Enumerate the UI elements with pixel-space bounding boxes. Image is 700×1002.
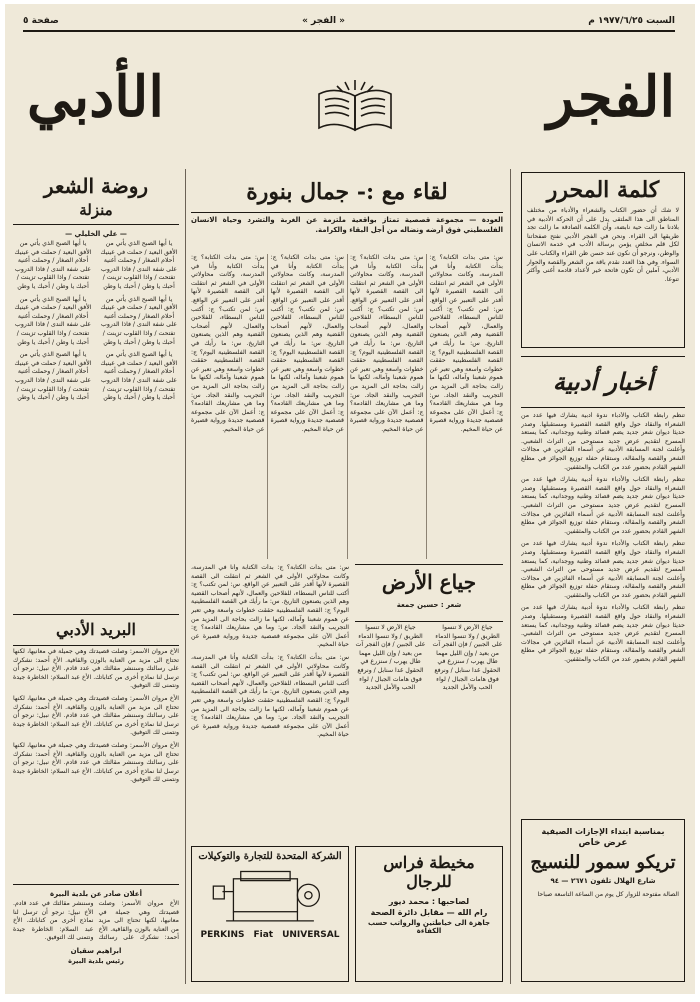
page-header (23, 14, 675, 28)
brand-fiat: Fiat (253, 930, 274, 940)
poetry-garden-poem: يا أيها الصبح الذي يأتي من الأفق البعيد / حملت في عينيك أحلام الصغار / وحملت أغنية على شفة الندى / فاذا الدروب تفتحت / واذا القلوب تزينت / أحبك يا وطن / أحبك يا وطن (100, 351, 178, 402)
interview-body-text: س: متى بدأت الكتابة؟ ج: بدأت الكتابة وأنا في المدرسة، وكانت محاولاتي الأولى في الشعر ثم انتقلت الى القصة القصيرة لأنها أقدر على التعبير عن الواقع. س: لمن تكتب؟ ج: أكتب للناس البسطاء، للفلاحين والعمال، لأنهم أصحاب القضية وهم الذين يصنعون التاريخ. س: ما رأيك في القصة الفلسطينية اليوم؟ ج: القصة الفلسطينية حققت خطوات واسعة وهي تعبر عن هموم شعبنا وآماله، لكنها ما زالت بحاجة الى المزيد من التجريب والنقد الجاد. س: وما هي مشاريعك القادمة؟ ج: أعمل الآن على مجموعة قصصية جديدة ورواية قصيرة عن حياة المخيم. (191, 564, 349, 649)
announcement-role: رئيس بلدية البيرة (68, 956, 124, 965)
hunger-poem (355, 624, 503, 839)
interview-intro-text: العودة — مجموعة قصصية تمتاز بواقعية ملتزمة عن الغربة والتشرد وحياة الانسان الفلسطيني فوق أرضه ونضاله من أجل البقاء والكرامة. (191, 216, 503, 234)
tailoring-ad-heading: مخيطة فراس للرجال (383, 853, 475, 891)
masthead-word-adabi: الأدبي (27, 64, 164, 130)
literary-mail-body: الأخ مروان الأسمر: وصلت قصيدتك وهي جميلة في معانيها، لكنها تحتاج الى مزيد من العناية بالوزن والقافية. الأخ أحمد: نشكرك على رسالتك وسننشر مقالتك في عدد قادم. الأخ نبيل: نرجو أن ترسل لنا نماذج أخرى من كتاباتك. الأخ عبد السلام: الخاطرة جيدة ونتمنى لك التوفيق. (13, 900, 179, 942)
united-company-ad-heading: الشركة المتحدة للتجارة والتوكيلات (198, 851, 342, 862)
poetry-garden-poem: يا أيها الصبح الذي يأتي من الأفق البعيد / حملت في عينيك أحلام الصغار / وحملت أغنية على شفة الندى / فاذا الدروب تفتحت / واذا القلوب تزينت / أحبك يا وطن / أحبك يا وطن (100, 295, 178, 346)
literary-news (521, 412, 685, 812)
literary-news-body: تنظم رابطة الكتاب والأدباء ندوة أدبية يشارك فيها عدد من الشعراء والنقاد حول واقع القصة القصيرة ومستقبلها. وصدر حديثا ديوان شعر جديد يضم قصائد وطنية ووجدانية، كما يستعد المسرح لتقديم عرض جديد مستوحى من التراث الشعبي. وأعلنت لجنة المسابقة الأدبية عن أسماء الفائزين في مجالات الشعر والقصة والمقالة، وستقام حفلة توزيع الجوائز في مطلع الشهر القادم بحضور عدد من الكتاب والمثقفين. (521, 476, 685, 535)
poetry-garden-poem: يا أيها الصبح الذي يأتي من الأفق البعيد / حملت في عينيك أحلام الصغار / وحملت أغنية على شفة الندى / فاذا الدروب تفتحت / واذا القلوب تزينت / أحبك يا وطن / أحبك يا وطن (14, 240, 92, 290)
newspaper-page (5, 4, 695, 994)
announcement-signature: ابراهيم سقيان (70, 946, 122, 955)
page-number: صفحة ٥ (23, 16, 59, 26)
literary-news-body: تنظم رابطة الكتاب والأدباء ندوة أدبية يشارك فيها عدد من الشعراء والنقاد حول واقع القصة القصيرة ومستقبلها. وصدر حديثا ديوان شعر جديد يضم قصائد وطنية ووجدانية، كما يستعد المسرح لتقديم عرض جديد مستوحى من التراث الشعبي. وأعلنت لجنة المسابقة الأدبية عن أسماء الفائزين في مجالات الشعر والقصة والمقالة، وستقام حفلة توزيع الجوائز في مطلع الشهر القادم بحضور عدد من الكتاب والمثقفين. (521, 412, 685, 471)
column-rule (510, 169, 511, 984)
literary-news-heading: أخبار أدبية (552, 367, 654, 396)
announcement-title: أعلان صادر عن بلدية البيرة (50, 890, 142, 898)
tailoring-ad-address: رام الله — مقابل دائرة الصحة (370, 908, 488, 917)
literary-news-header (521, 356, 685, 408)
engine-icon (205, 866, 335, 930)
municipality-announcement (13, 884, 179, 986)
interview-header (191, 172, 503, 213)
literary-mail-body: الأخ مروان الأسمر: وصلت قصيدتك وهي جميلة في معانيها، لكنها تحتاج الى مزيد من العناية بالوزن والقافية. الأخ أحمد: نشكرك على رسالتك وسننشر مقالتك في عدد قادم. الأخ نبيل: نرجو أن ترسل لنا نماذج أخرى من كتاباتك. الأخ عبد السلام: الخاطرة جيدة ونتمنى لك التوفيق. (13, 694, 179, 737)
column-rule (185, 169, 186, 984)
brand-perkins: PERKINS (200, 930, 245, 940)
textile-ad-line2: عرض خاص (578, 838, 628, 848)
literary-mail-body: الأخ مروان الأسمر: وصلت قصيدتك وهي جميلة في معانيها، لكنها تحتاج الى مزيد من العناية بالوزن والقافية. الأخ أحمد: نشكرك على رسالتك وسننشر مقالتك في عدد قادم. الأخ نبيل: نرجو أن ترسل لنا نماذج أخرى من كتاباتك. الأخ عبد السلام: الخاطرة جيدة ونتمنى لك التوفيق. (13, 648, 179, 690)
poetry-garden-poem: يا أيها الصبح الذي يأتي من الأفق البعيد / حملت في عينيك أحلام الصغار / وحملت أغنية على شفة الندى / فاذا الدروب تفتحت / واذا القلوب تزينت / أحبك يا وطن / أحبك يا وطن (14, 295, 92, 346)
poetry-garden-subheading: منزلة (79, 201, 113, 219)
textile-ad-line4: الصالة مفتوحة للزوار كل يوم من الساعة التاسعة صباحا (537, 891, 679, 898)
tailoring-ad (355, 846, 503, 982)
literary-mail-heading: البريد الأدبي (56, 620, 136, 639)
poetry-garden-poem: يا أيها الصبح الذي يأتي من الأفق البعيد / حملت في عينيك أحلام الصغار / وحملت أغنية على شفة الندى / فاذا الدروب تفتحت / واذا القلوب تزينت / أحبك يا وطن / أحبك يا وطن (100, 240, 178, 290)
hunger-poem-body: جياع الأرض لا تنسوا الطريق / ولا تنسوا الدماء على الجبين / فإن الفجر آت من بعيد / وإن الليل مهما طال يهرب / سنزرع في الحقول غدا سنابل / ونرفع فوق هامات الجبال / لواء الحب والأمل الجديد (355, 624, 426, 692)
header-rule (23, 30, 675, 32)
hunger-poem-author: شعر : حسين جمعة (396, 601, 462, 609)
interview-body-text: س: متى بدأت الكتابة؟ ج: بدأت الكتابة وأنا في المدرسة، وكانت محاولاتي الأولى في الشعر ثم انتقلت الى القصة القصيرة لأنها أقدر على التعبير عن الواقع. س: لمن تكتب؟ ج: أكتب للناس البسطاء، للفلاحين والعمال، لأنهم أصحاب القضية وهم الذين يصنعون التاريخ. س: ما رأيك في القصة الفلسطينية اليوم؟ ج: القصة الفلسطينية حققت خطوات واسعة وهي تعبر عن هموم شعبنا وآماله، لكنها ما زالت بحاجة الى المزيد من التجريب والنقد الجاد. س: وما هي مشاريعك القادمة؟ ج: أعمل الآن على مجموعة قصصية جديدة ورواية قصيرة عن حياة المخيم. (270, 254, 344, 433)
textile-ad (521, 819, 685, 982)
hunger-poem-body: جياع الأرض لا تنسوا الطريق / ولا تنسوا الدماء على الجبين / فإن الفجر آت من بعيد / وإن الليل مهما طال يهرب / سنزرع في الحقول غدا سنابل / ونرفع فوق هامات الجبال / لواء الحب والأمل الجديد (432, 624, 503, 692)
literary-mail-header (13, 614, 179, 646)
literary-mail (13, 648, 179, 878)
interview-heading: لقاء مع :- جمال بنورة (246, 179, 448, 205)
interview-continued (191, 564, 349, 839)
poetry-garden-heading: روضة الشعر (43, 174, 149, 198)
interview-body-text: س: متى بدأت الكتابة؟ ج: بدأت الكتابة وأنا في المدرسة، وكانت محاولاتي الأولى في الشعر ثم انتقلت الى القصة القصيرة لأنها أقدر على التعبير عن الواقع. س: لمن تكتب؟ ج: أكتب للناس البسطاء، للفلاحين والعمال، لأنهم أصحاب القضية وهم الذين يصنعون التاريخ. س: ما رأيك في القصة الفلسطينية اليوم؟ ج: القصة الفلسطينية حققت خطوات واسعة وهي تعبر عن هموم شعبنا وآماله، لكنها ما زالت بحاجة الى المزيد من التجريب والنقد الجاد. س: وما هي مشاريعك القادمة؟ ج: أعمل الآن على مجموعة قصصية جديدة ورواية قصيرة عن حياة المخيم. (191, 653, 349, 739)
editor-column-body: لا شك أن حضور الكتاب والشعراء والأدباء من مختلف المناطق الى هذا الملتقى يدل على أن الحركة الأدبية في بلادنا ما زالت حية نابضة، وأن الكلمة الصادقة ما زالت تجد طريقها الى القراء. ونحن في الفجر الأدبي نفتح صفحاتنا لكل قلم مخلص يؤمن برسالة الأدب في خدمة الانسان والوطن، ونرجو أن نكون عند حسن ظن القراء والكتاب على السواء. وفي هذا العدد نقدم باقة من الشعر والقصة والحوار الأدبي، آملين أن تكون فاتحة خير لأعداد قادمة أغنى وأكثر تنوعا. (527, 207, 679, 283)
hunger-poem-header (355, 564, 503, 622)
interview-body-text: س: متى بدأت الكتابة؟ ج: بدأت الكتابة وأنا في المدرسة، وكانت محاولاتي الأولى في الشعر ثم انتقلت الى القصة القصيرة لأنها أقدر على التعبير عن الواقع. س: لمن تكتب؟ ج: أكتب للناس البسطاء، للفلاحين والعمال، لأنهم أصحاب القضية وهم الذين يصنعون التاريخ. س: ما رأيك في القصة الفلسطينية اليوم؟ ج: القصة الفلسطينية حققت خطوات واسعة وهي تعبر عن هموم شعبنا وآماله، لكنها ما زالت بحاجة الى المزيد من التجريب والنقد الجاد. س: وما هي مشاريعك القادمة؟ ج: أعمل الآن على مجموعة قصصية جديدة ورواية قصيرة عن حياة المخيم. (349, 254, 424, 433)
tailoring-ad-owner: لصاحبها : محمد ديور (388, 897, 470, 906)
textile-ad-line1: بمناسبة ابتداء الإجازات الصيفية (541, 827, 665, 836)
poetry-garden-poem: يا أيها الصبح الذي يأتي من الأفق البعيد / حملت في عينيك أحلام الصغار / وحملت أغنية على شفة الندى / فاذا الدروب تفتحت / واذا القلوب تزينت / أحبك يا وطن / أحبك يا وطن (14, 351, 92, 402)
masthead (27, 38, 675, 156)
poetry-garden-author: — علي الخليلي — (65, 230, 127, 238)
hunger-poem-heading: جياع الأرض (381, 570, 477, 594)
textile-ad-heading: تريكو سمور للنسيج (530, 852, 676, 873)
poetry-garden (13, 228, 179, 608)
masthead-word-fajr: الفجر (547, 64, 675, 130)
interview-body-text: س: متى بدأت الكتابة؟ ج: بدأت الكتابة وأنا في المدرسة، وكانت محاولاتي الأولى في الشعر ثم انتقلت الى القصة القصيرة لأنها أقدر على التعبير عن الواقع. س: لمن تكتب؟ ج: أكتب للناس البسطاء، للفلاحين والعمال، لأنهم أصحاب القضية وهم الذين يصنعون التاريخ. س: ما رأيك في القصة الفلسطينية اليوم؟ ج: القصة الفلسطينية حققت خطوات واسعة وهي تعبر عن هموم شعبنا وآماله، لكنها ما زالت بحاجة الى المزيد من التجريب والنقد الجاد. س: وما هي مشاريعك القادمة؟ ج: أعمل الآن على مجموعة قصصية جديدة ورواية قصيرة عن حياة المخيم. (191, 254, 265, 433)
interview-body-text: س: متى بدأت الكتابة؟ ج: بدأت الكتابة وأنا في المدرسة، وكانت محاولاتي الأولى في الشعر ثم انتقلت الى القصة القصيرة لأنها أقدر على التعبير عن الواقع. س: لمن تكتب؟ ج: أكتب للناس البسطاء، للفلاحين والعمال، لأنهم أصحاب القضية وهم الذين يصنعون التاريخ. س: ما رأيك في القصة الفلسطينية اليوم؟ ج: القصة الفلسطينية حققت خطوات واسعة وهي تعبر عن هموم شعبنا وآماله، لكنها ما زالت بحاجة الى المزيد من التجريب والنقد الجاد. س: وما هي مشاريعك القادمة؟ ج: أعمل الآن على مجموعة قصصية جديدة ورواية قصيرة عن حياة المخيم. (429, 254, 503, 433)
united-company-ad (191, 846, 349, 982)
tailoring-ad-note: جاهزة الى خياطتين والرواتب حسب الكفاءة (367, 919, 491, 935)
literary-mail-body: الأخ مروان الأسمر: وصلت قصيدتك وهي جميلة في معانيها، لكنها تحتاج الى مزيد من العناية بالوزن والقافية. الأخ أحمد: نشكرك على رسالتك وسننشر مقالتك في عدد قادم. الأخ نبيل: نرجو أن ترسل لنا نماذج أخرى من كتاباتك. الأخ عبد السلام: الخاطرة جيدة ونتمنى لك التوفيق. (13, 741, 179, 784)
literary-news-body: تنظم رابطة الكتاب والأدباء ندوة أدبية يشارك فيها عدد من الشعراء والنقاد حول واقع القصة القصيرة ومستقبلها. وصدر حديثا ديوان شعر جديد يضم قصائد وطنية ووجدانية، كما يستعد المسرح لتقديم عرض جديد مستوحى من التراث الشعبي. وأعلنت لجنة المسابقة الأدبية عن أسماء الفائزين في مجالات الشعر والقصة والمقالة، وستقام حفلة توزيع الجوائز في مطلع الشهر القادم بحضور عدد من الكتاب والمثقفين. (521, 604, 685, 664)
interview-intro (191, 216, 503, 252)
literary-news-body: تنظم رابطة الكتاب والأدباء ندوة أدبية يشارك فيها عدد من الشعراء والنقاد حول واقع القصة القصيرة ومستقبلها. وصدر حديثا ديوان شعر جديد يضم قصائد وطنية ووجدانية، كما يستعد المسرح لتقديم عرض جديد مستوحى من التراث الشعبي. وأعلنت لجنة المسابقة الأدبية عن أسماء الفائزين في مجالات الشعر والقصة والمقالة، وستقام حفلة توزيع الجوائز في مطلع الشهر القادم بحضور عدد من الكتاب والمثقفين. (521, 540, 685, 599)
textile-ad-line3: شارع الهلال تلفون ٢٦٧١ — ٩٤ (550, 877, 656, 885)
paper-name: « الفجر » (302, 16, 345, 26)
interview-body (191, 254, 503, 559)
issue-date: السبت ١٩٧٧/٦/٢٥ م (588, 16, 675, 26)
editor-column (521, 172, 685, 348)
editor-column-heading: كلمة المحرر (546, 177, 660, 203)
poetry-garden-header (13, 172, 179, 225)
brand-universal: UNIVERSAL (282, 930, 340, 940)
open-book-icon (315, 76, 395, 146)
